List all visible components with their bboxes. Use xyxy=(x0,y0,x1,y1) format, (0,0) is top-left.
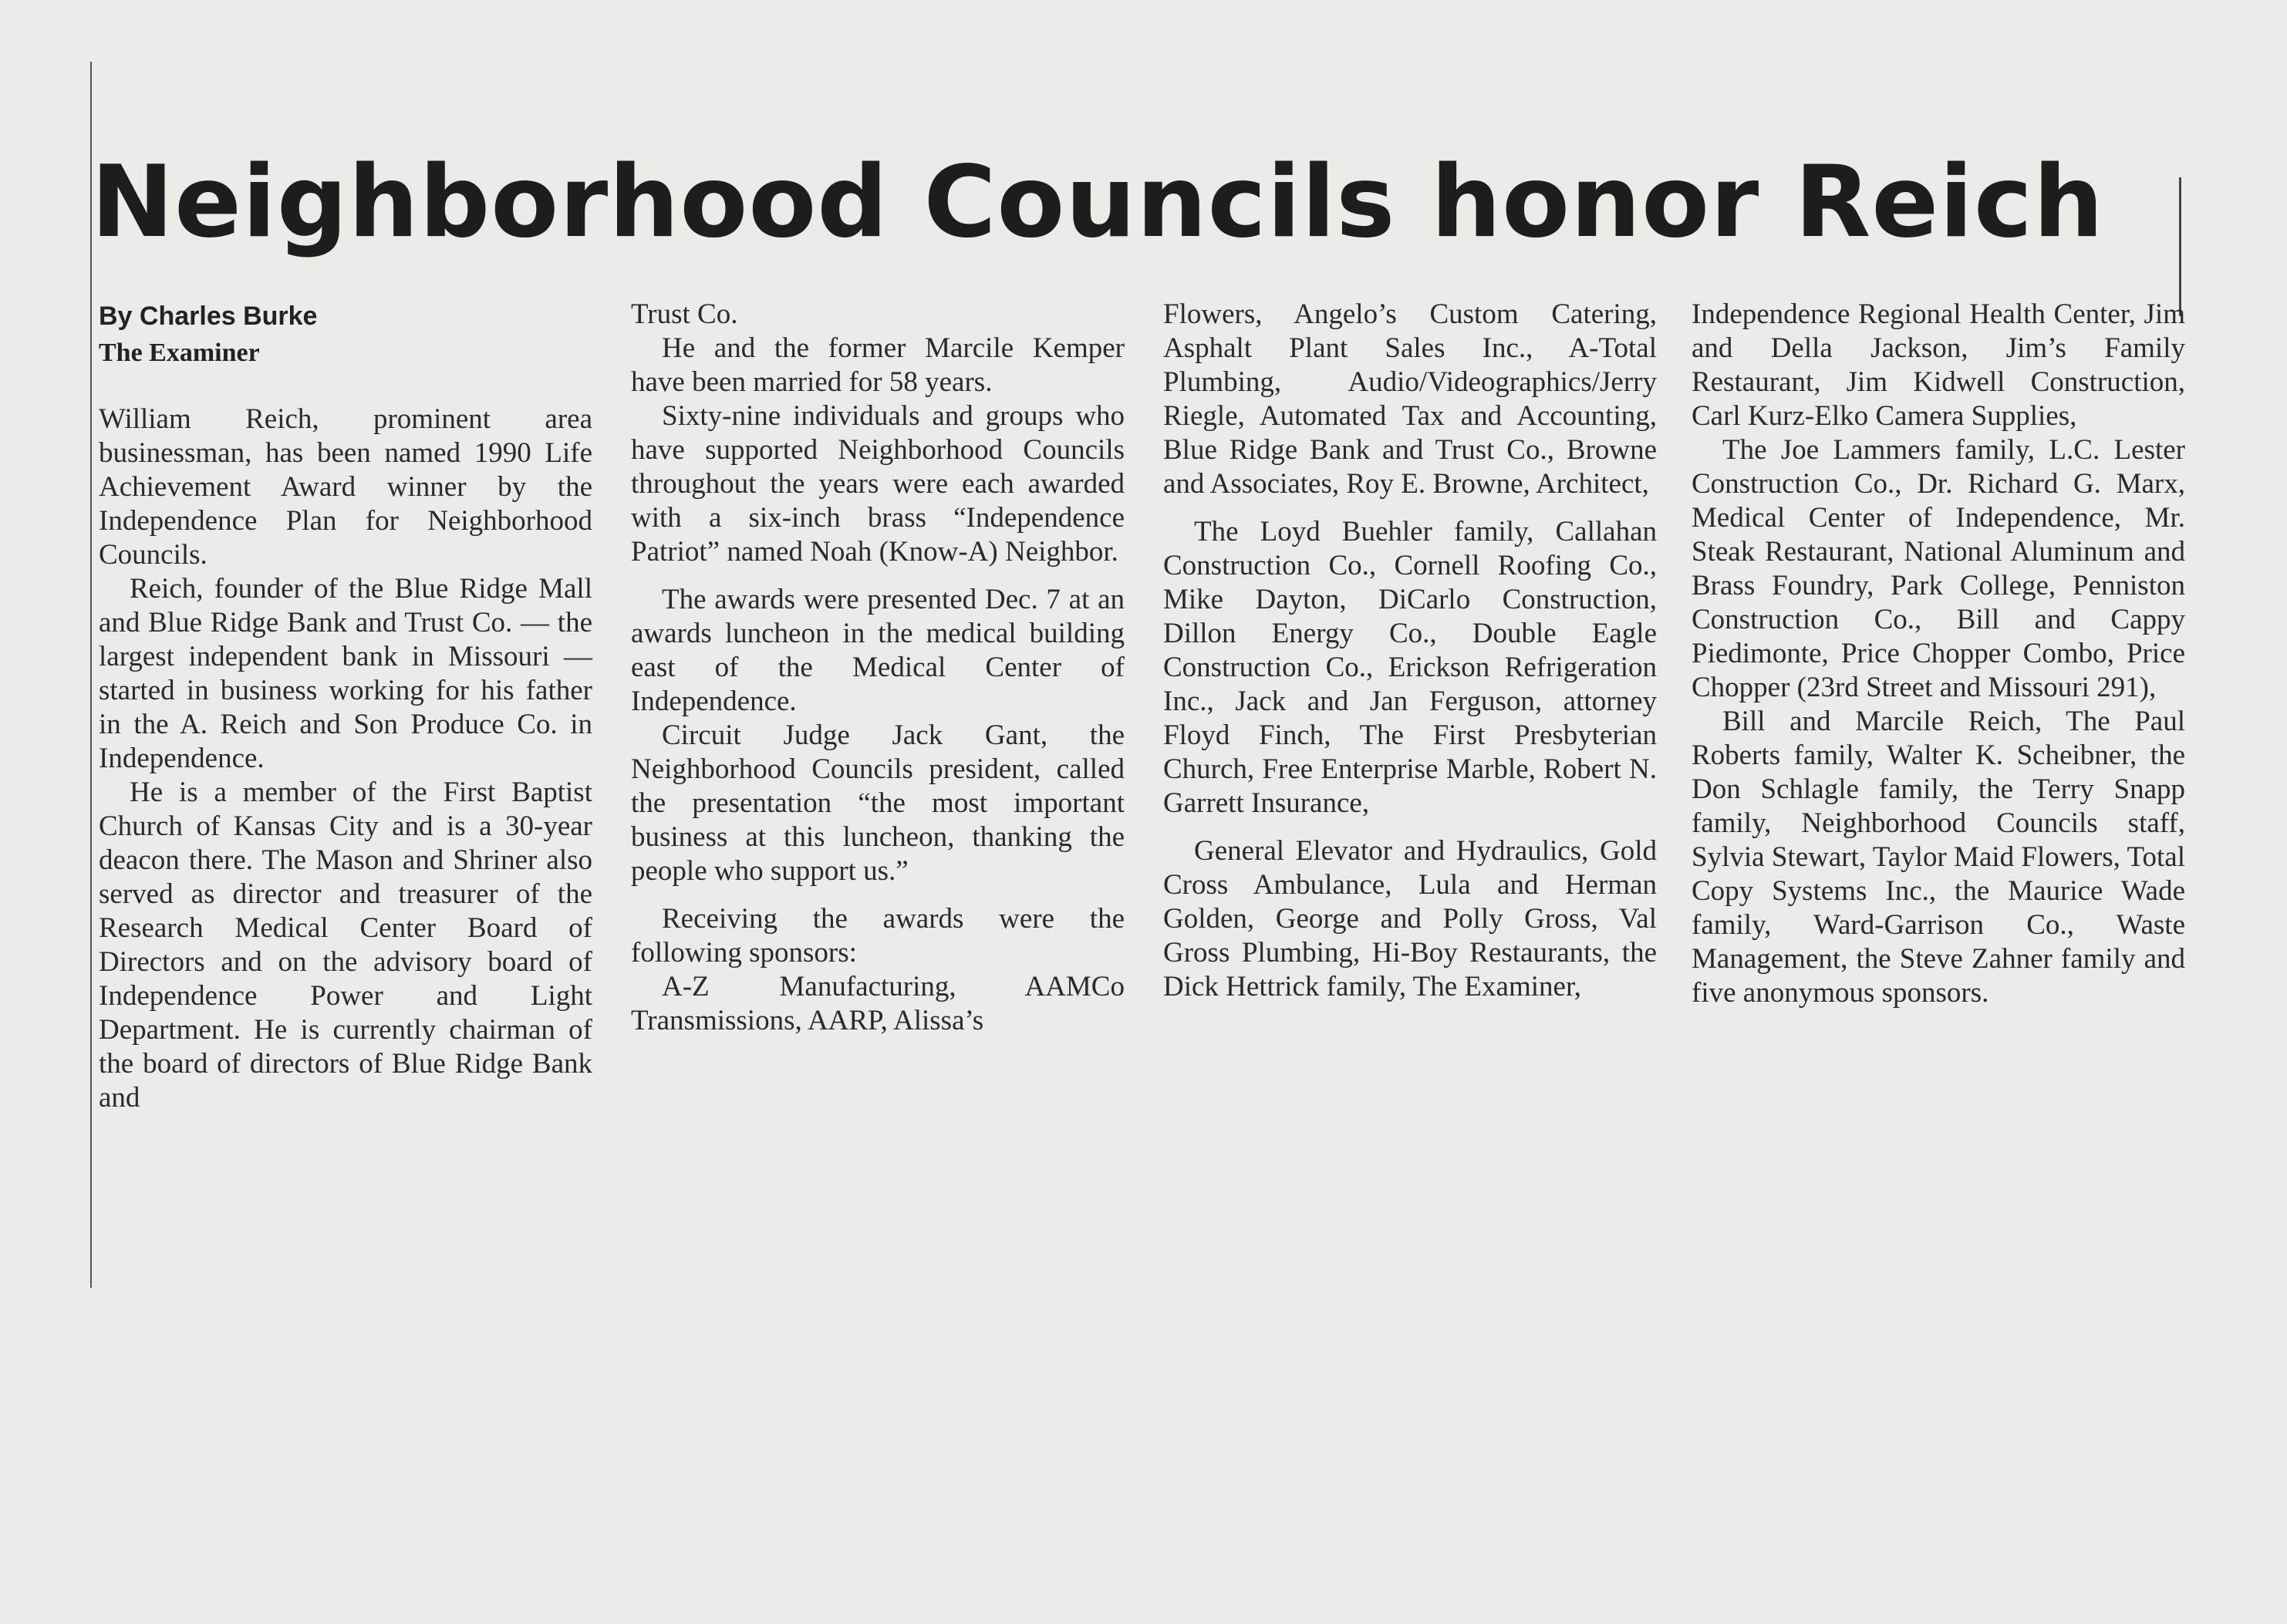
paragraph: Receiving the awards were the following sponsors: xyxy=(631,903,1125,969)
paragraph: The Loyd Buehler family, Callahan Construction Co., Cornell Roofing Co., Mike Dayton, DiCarlo Construction, Dillon Energy Co., Double Eagle Construction Co., Erickson Refrigeration Inc., Jack and Jan Ferguson, attorney Floyd Finch, The First Presbyterian Church, Free Enterprise Marble, Robert N. Garrett Insurance, xyxy=(1163,516,1657,819)
paragraph: Bill and Marcile Reich, The Paul Roberts family, Walter K. Scheibner, the Don Schlagle family, the Terry Snapp family, Neighborhood Councils staff, Sylvia Stewart, Taylor Maid Flowers, Total Copy Systems Inc., the Maurice Wade family, Ward-Garrison Co., Waste Management, the Steve Zahner family and five anonymous sponsors. xyxy=(1692,706,2185,1009)
paragraph: A-Z Manufacturing, AAMCo Transmissions, AARP, Alissa’s xyxy=(631,971,1125,1036)
article-column-3 xyxy=(1163,298,1657,1004)
publication-name: The Examiner xyxy=(99,339,260,367)
paragraph: The awards were presented Dec. 7 at an awards luncheon in the medical building east of the Medical Center of Independence. xyxy=(631,584,1125,717)
paragraph: He and the former Marcile Kemper have been married for 58 years. xyxy=(631,332,1125,398)
paragraph: The Joe Lammers family, L.C. Lester Construction Co., Dr. Richard G. Marx, Medical Center of Independence, Mr. Steak Restaurant, National Aluminum and Brass Foundry, Park College, Penniston Construction Co., Bill and Cappy Piedimonte, Price Chopper Combo, Price Chopper (23rd Street and Missouri 291), xyxy=(1692,434,2185,703)
article-column-4 xyxy=(1692,298,2185,1010)
paragraph: Flowers, Angelo’s Custom Catering, Asphalt Plant Sales Inc., A-Total Plumbing, Audio/Videographics/Jerry Riegle, Automated Tax and Accounting, Blue Ridge Bank and Trust Co., Browne and Associates, Roy E. Browne, Architect, xyxy=(1163,298,1657,500)
article-column-2 xyxy=(631,298,1125,1038)
paragraph: Reich, founder of the Blue Ridge Mall and Blue Ridge Bank and Trust Co. — the largest independent bank in Missouri — started in business working for his father in the A. Reich and Son Produce Co. in Independence. xyxy=(99,573,592,774)
byline: By Charles Burke xyxy=(99,302,318,331)
headline: Neighborhood Councils honor Reich xyxy=(91,145,2104,260)
paragraph: General Elevator and Hydraulics, Gold Cross Ambulance, Lula and Herman Golden, George and Polly Gross, Val Gross Plumbing, Hi-Boy Restaurants, the Dick Hettrick family, The Examiner, xyxy=(1163,835,1657,1002)
paragraph: Sixty-nine individuals and groups who have supported Neighborhood Councils throughout the years were each awarded with a six-inch brass “Independence Patriot” named Noah (Know-A) Neighbor. xyxy=(631,400,1125,568)
paragraph: Circuit Judge Jack Gant, the Neighborhood Councils president, called the presentation “the most important business at this luncheon, thanking the people who support us.” xyxy=(631,719,1125,887)
paragraph: Independence Regional Health Center, Jim and Della Jackson, Jim’s Family Restaurant, Jim Kidwell Construction, Carl Kurz-Elko Camera Supplies, xyxy=(1692,298,2185,432)
paragraph: He is a member of the First Baptist Church of Kansas City and is a 30-year deacon there. The Mason and Shriner also served as director and treasurer of the Research Medical Center Board of Directors and on the advisory board of Independence Power and Light Department. He is currently chairman of the board of directors of Blue Ridge Bank and xyxy=(99,777,592,1114)
article-column-1 xyxy=(99,403,592,1115)
paragraph: William Reich, prominent area businessman, has been named 1990 Life Achievement Award winner by the Independence Plan for Neighborhood Councils. xyxy=(99,403,592,571)
paragraph: Trust Co. xyxy=(631,298,738,330)
